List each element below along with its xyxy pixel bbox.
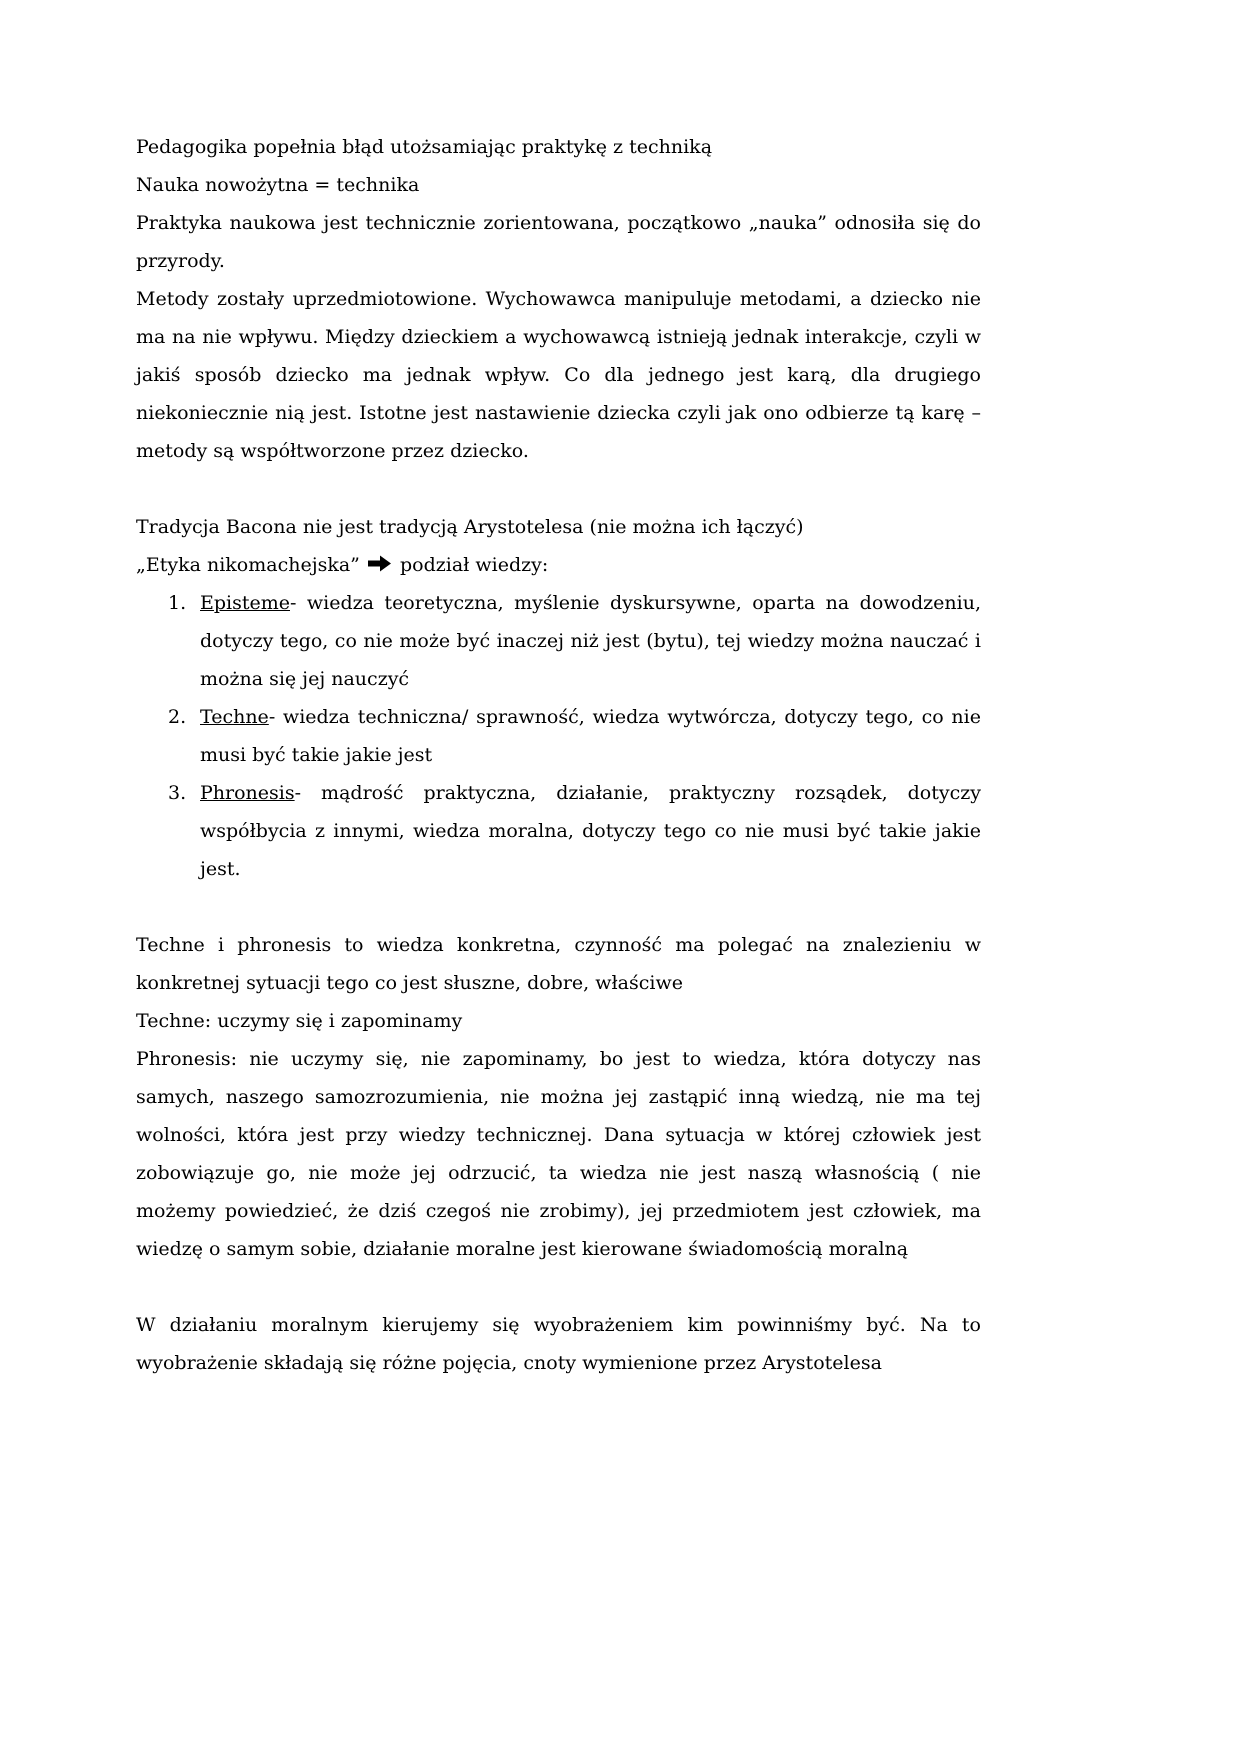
paragraph-metody: Metody zostały uprzedmiotowione. Wychowawca manipuluje metodami, a dziecko nie ma na nie wpływu. Między dzieckiem a wychowawcą istnieją jednak interakcje, czyli w jakiś sposób dziecko ma jednak wpływ. Co dla jednego jest karą, dla drugiego niekoniecznie nią jest. Istotne jest nastawienie dziecka czyli jak ono odbierze tą karę – metody są współtworzone przez dziecko. (136, 288, 981, 462)
knowledge-list (136, 584, 981, 888)
term-techne: Techne (200, 706, 269, 728)
term-phronesis: Phronesis (200, 782, 295, 804)
paragraph-pedagogika: Pedagogika popełnia błąd utożsamiając praktykę z techniką (136, 136, 713, 158)
list-item-text: - mądrość praktyczna, działanie, praktyczny rozsądek, dotyczy współbycia z innymi, wiedza moralna, dotyczy tego co nie musi być takie jakie jest. (200, 782, 981, 880)
arrow-right-icon (368, 555, 392, 572)
paragraph-praktyka-naukowa: Praktyka naukowa jest technicznie zorientowana, początkowo „nauka” odnosiła się do przyrody. (136, 212, 981, 272)
list-item-text: - wiedza teoretyczna, myślenie dyskursywne, oparta na dowodzeniu, dotyczy tego, co nie może być inaczej niż jest (bytu), tej wiedzy można nauczać i można się jej nauczyć (200, 592, 981, 690)
document-content (136, 128, 981, 1382)
paragraph-dzialanie-moralne: W działaniu moralnym kierujemy się wyobrażeniem kim powinniśmy być. Na to wyobrażenie składają się różne pojęcia, cnoty wymienione przez Arystotelesa (136, 1314, 981, 1374)
list-item-episteme (168, 584, 981, 698)
list-item-phronesis (168, 774, 981, 888)
paragraph-etyka-nikomachejska (136, 546, 981, 584)
paragraph-nauka-nowozytna: Nauka nowożytna = technika (136, 174, 420, 196)
paragraph-phronesis: Phronesis: nie uczymy się, nie zapominamy, bo jest to wiedza, która dotyczy nas samych, naszego samozrozumienia, nie można jej zastąpić inną wiedzą, nie ma tej wolności, która jest przy wiedzy technicznej. Dana sytuacja w której człowiek jest zobowiązuje go, nie może jej odrzucić, ta wiedza nie jest naszą własnością ( nie możemy powiedzieć, że dziś czegoś nie zrobimy), jej przedmiotem jest człowiek, ma wiedzę o samym sobie, działanie moralne jest kierowane świadomością moralną (136, 1048, 981, 1260)
list-number: 1. (168, 592, 187, 614)
etyka-quote-text: „Etyka nikomachejska” (136, 554, 360, 576)
paragraph-techne: Techne: uczymy się i zapominamy (136, 1010, 463, 1032)
etyka-rest-text: podział wiedzy: (399, 554, 549, 576)
term-episteme: Episteme (200, 592, 290, 614)
list-item-text: - wiedza techniczna/ sprawność, wiedza wytwórcza, dotyczy tego, co nie musi być takie jakie jest (200, 706, 981, 766)
list-number: 3. (168, 782, 187, 804)
paragraph-tradycja-bacona: Tradycja Bacona nie jest tradycją Arystotelesa (nie można ich łączyć) (136, 516, 804, 538)
paragraph-techne-i-phronesis: Techne i phronesis to wiedza konkretna, czynność ma polegać na znalezieniu w konkretnej sytuacji tego co jest słuszne, dobre, właściwe (136, 934, 981, 994)
list-number: 2. (168, 706, 187, 728)
list-item-techne (168, 698, 981, 774)
